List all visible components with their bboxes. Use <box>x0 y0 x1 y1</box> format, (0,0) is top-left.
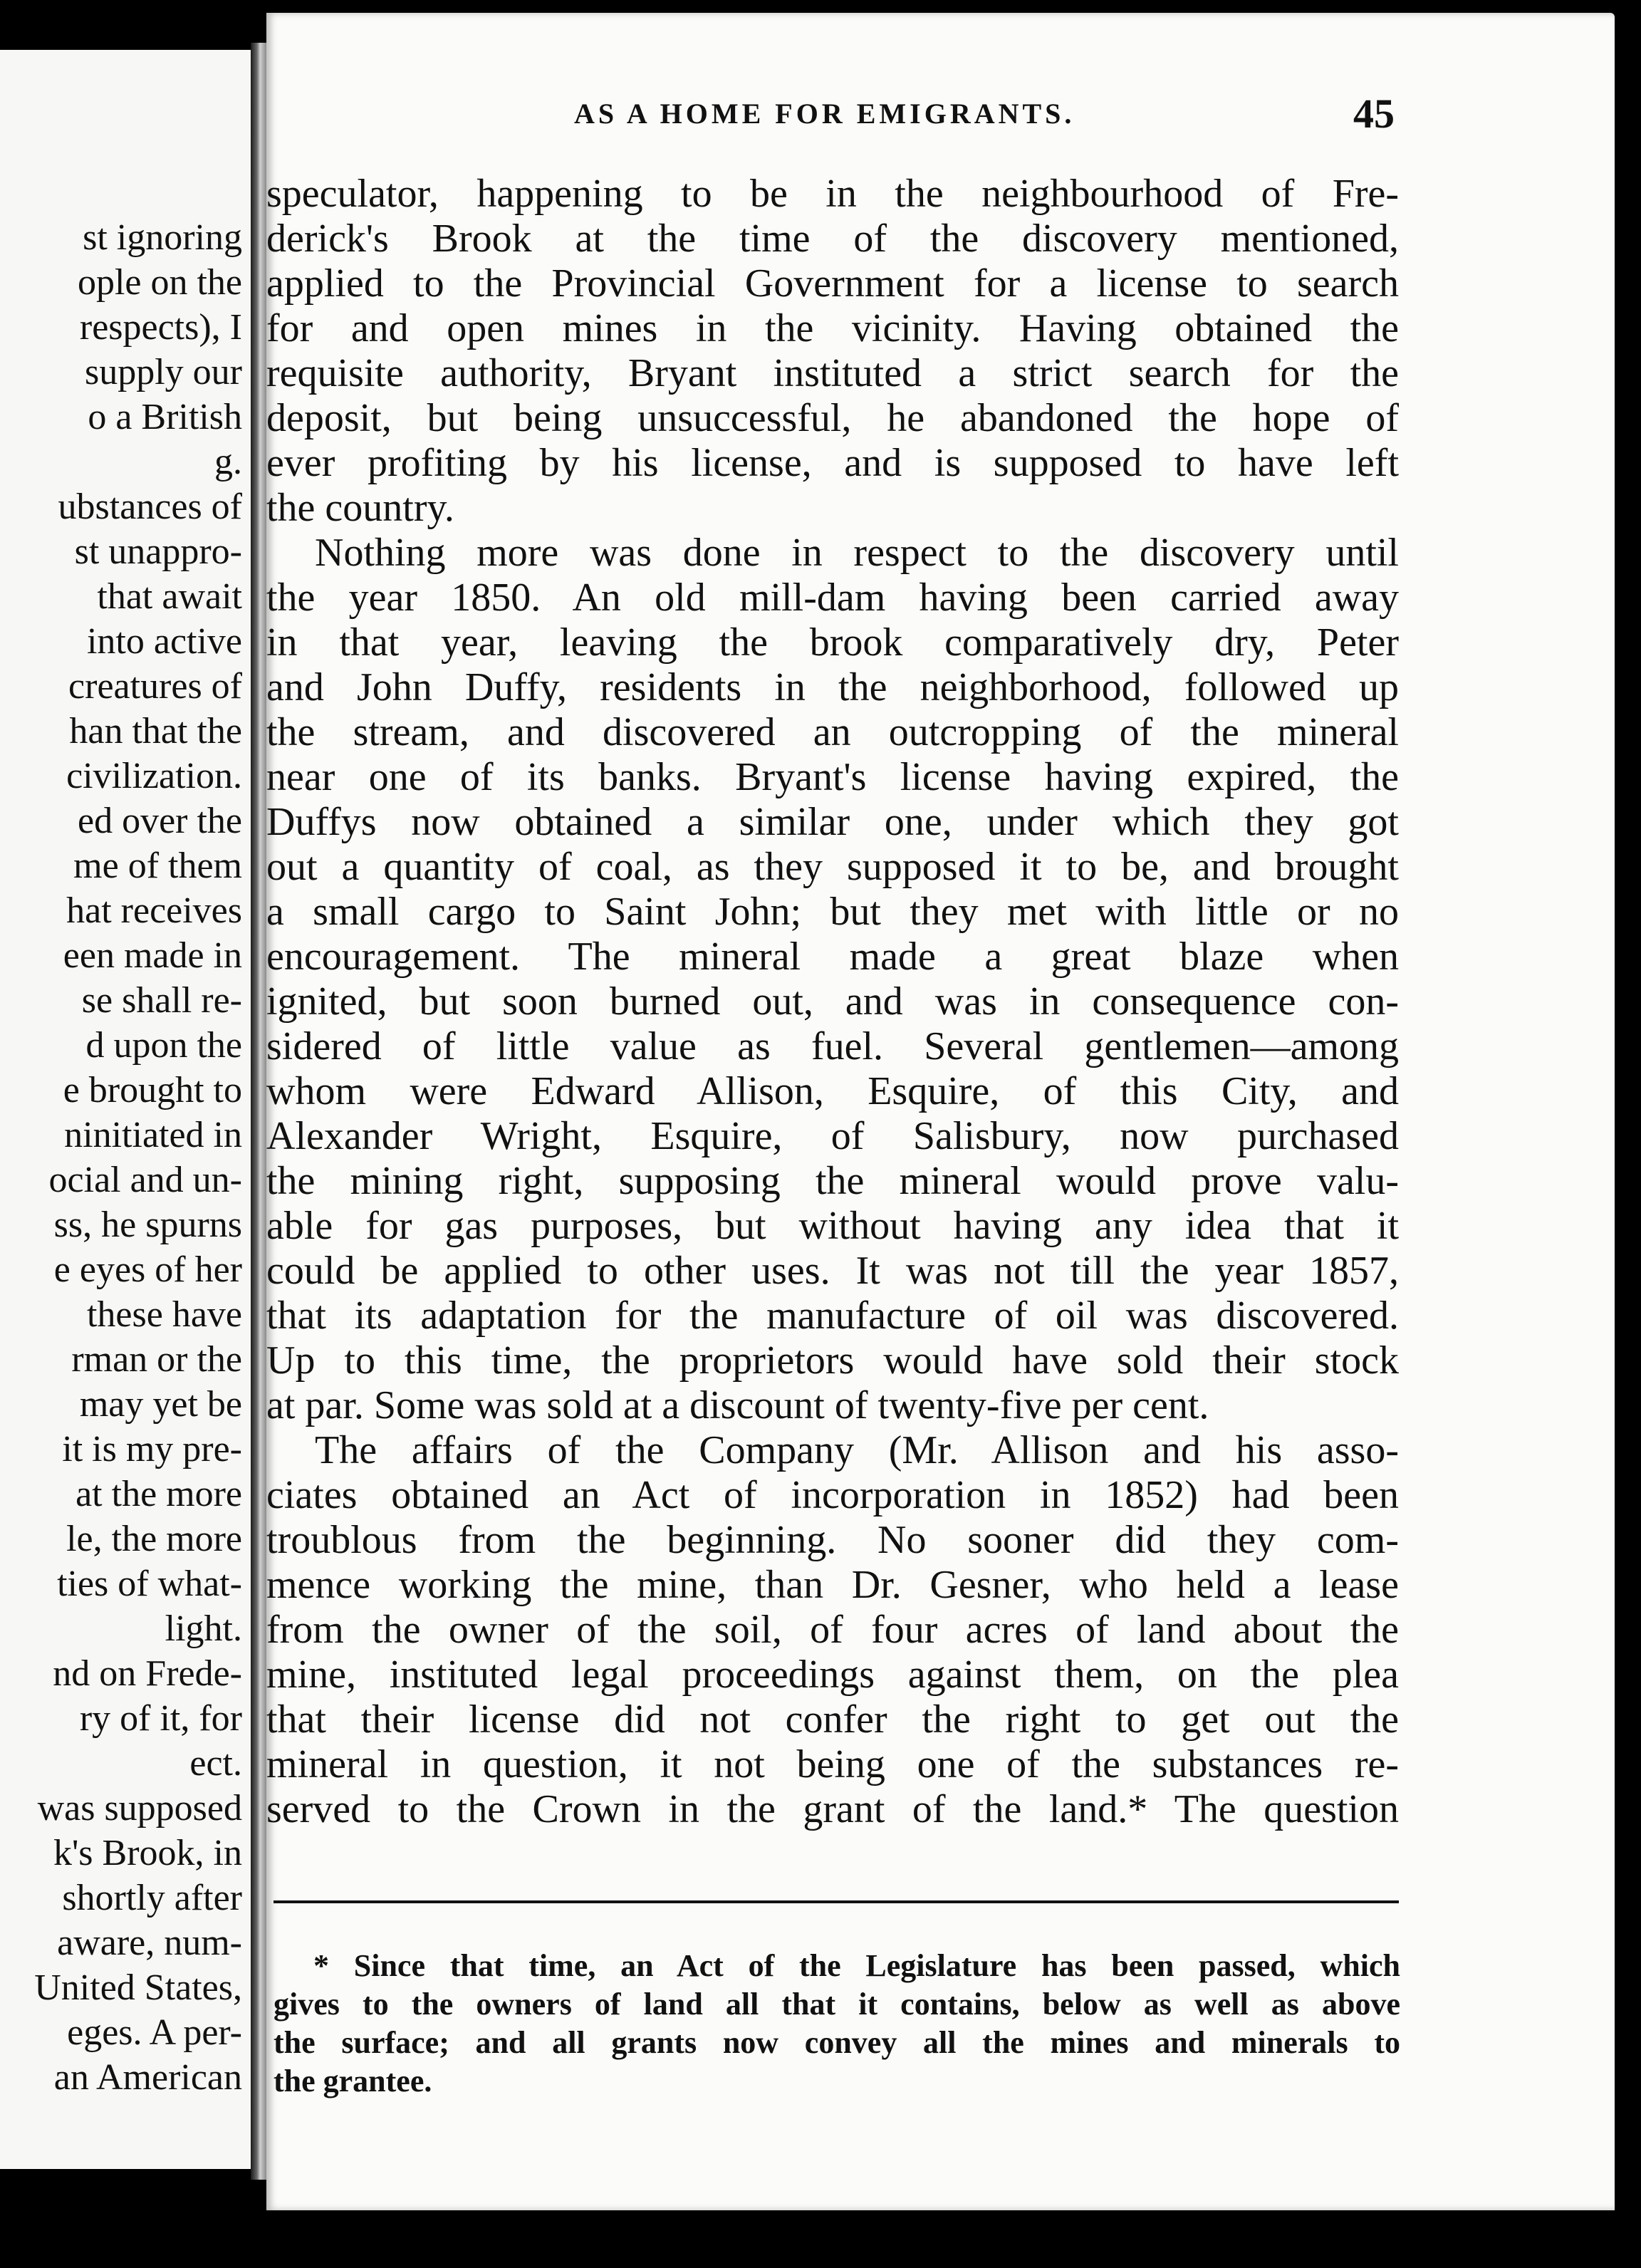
text-line: the country. <box>266 486 454 530</box>
text-line: requisite authority, Bryant instituted a strict search for the <box>266 351 1399 395</box>
text-line: Alexander Wright, Esquire, of Salisbury, now purchased <box>266 1114 1399 1158</box>
left-line: se shall re- <box>81 980 242 1021</box>
left-line: rman or the <box>71 1339 242 1380</box>
text-line: from the owner of the soil, of four acres of land about the <box>266 1608 1399 1652</box>
text-line: whom were Edward Allison, Esquire, of this City, and <box>266 1069 1399 1113</box>
text-line: encouragement. The mineral made a great blaze when <box>266 935 1399 979</box>
left-line: ry of it, for <box>79 1698 242 1739</box>
text-line: the year 1850. An old mill-dam having been carried away <box>266 576 1399 620</box>
left-line: k's Brook, in <box>53 1833 242 1873</box>
text-line: that their license did not confer the right to get out the <box>266 1697 1399 1742</box>
left-line: d upon the <box>85 1025 242 1066</box>
running-head: AS A HOME FOR EMIGRANTS. <box>574 98 1075 130</box>
left-line: creatures of <box>68 666 242 707</box>
text-line: and John Duffy, residents in the neighborhood, followed up <box>266 665 1399 709</box>
left-line: it is my pre- <box>62 1429 242 1469</box>
left-line: that await <box>97 576 242 617</box>
text-line: The affairs of the Company (Mr. Allison and his asso- <box>315 1428 1399 1472</box>
left-line: eges. A per- <box>67 2012 242 2053</box>
footnote-line: the surface; and all grants now convey all the mines and minerals to <box>274 2025 1400 2060</box>
text-line: able for gas purposes, but without having any idea that it <box>266 1204 1399 1248</box>
text-line: that its adaptation for the manufacture of oil was discovered. <box>266 1294 1399 1338</box>
left-line: st unappro- <box>74 531 242 572</box>
text-line: a small cargo to Saint John; but they met with little or no <box>266 890 1399 934</box>
footnote-line: the grantee. <box>274 2064 432 2098</box>
left-line: aware, num- <box>57 1923 242 1963</box>
left-line: was supposed <box>37 1788 242 1829</box>
left-line: e eyes of her <box>53 1249 242 1290</box>
left-line: ople on the <box>77 262 242 303</box>
text-line: derick's Brook at the time of the discovery mentioned, <box>266 217 1399 261</box>
text-line: at par. Some was sold at a discount of twenty-five per cent. <box>266 1383 1209 1427</box>
left-line: civilization. <box>66 756 242 796</box>
text-line: Nothing more was done in respect to the discovery until <box>315 531 1399 575</box>
left-line: may yet be <box>79 1384 242 1425</box>
text-line: applied to the Provincial Government for a license to search <box>266 261 1399 306</box>
left-line: these have <box>86 1294 242 1335</box>
text-line: in that year, leaving the brook comparatively dry, Peter <box>266 620 1399 665</box>
footnote-divider <box>274 1900 1399 1903</box>
text-line: out a quantity of coal, as they supposed it to be, and brought <box>266 845 1399 889</box>
text-line: the mining right, supposing the mineral would prove valu- <box>266 1159 1399 1203</box>
text-line: the stream, and discovered an outcropping of the mineral <box>266 710 1399 754</box>
left-line: United States, <box>34 1967 242 2008</box>
left-line: shortly after <box>62 1878 242 1918</box>
left-line: into active <box>86 621 242 662</box>
left-line: st ignoring <box>83 217 242 258</box>
left-line: hat receives <box>66 890 242 931</box>
left-line: een made in <box>63 935 242 976</box>
left-line: at the more <box>75 1474 242 1514</box>
left-line: supply our <box>85 352 242 392</box>
text-line: mineral in question, it not being one of the substances re- <box>266 1742 1399 1786</box>
left-facing-page <box>0 50 252 2169</box>
text-line: near one of its banks. Bryant's license having expired, the <box>266 755 1399 799</box>
left-line: o a British <box>88 397 242 437</box>
text-line: deposit, but being unsuccessful, he abandoned the hope of <box>266 396 1399 440</box>
left-line: ties of what- <box>57 1564 242 1604</box>
left-line: nd on Frede- <box>53 1653 242 1694</box>
text-line: served to the Crown in the grant of the land.* The question <box>266 1787 1399 1831</box>
text-line: sidered of little value as fuel. Several gentlemen—among <box>266 1024 1399 1068</box>
text-line: Up to this time, the proprietors would have sold their stock <box>266 1338 1399 1383</box>
left-line: ocial and un- <box>48 1160 242 1200</box>
text-line: ignited, but soon burned out, and was in consequence con- <box>266 979 1399 1024</box>
left-line: han that the <box>69 711 242 751</box>
text-line: ever profiting by his license, and is supposed to have left <box>266 441 1399 485</box>
text-line: ciates obtained an Act of incorporation in 1852) had been <box>266 1473 1399 1517</box>
text-line: mine, instituted legal proceedings against them, on the plea <box>266 1653 1399 1697</box>
left-line: g. <box>214 442 242 482</box>
left-line: le, the more <box>66 1519 242 1559</box>
text-line: troublous from the beginning. No sooner did they com- <box>266 1518 1399 1562</box>
left-line: ed over the <box>77 801 242 841</box>
footnote-line: gives to the owners of land all that it contains, below as well as above <box>274 1987 1400 2022</box>
footnote-line: * Since that time, an Act of the Legislature has been passed, which <box>313 1948 1400 1983</box>
left-line: me of them <box>73 846 242 886</box>
page-number: 45 <box>1353 90 1395 137</box>
left-line: ect. <box>189 1743 242 1784</box>
main-page <box>266 13 1615 2210</box>
text-line: could be applied to other uses. It was not till the year 1857, <box>266 1249 1399 1293</box>
left-line: ss, he spurns <box>53 1205 242 1245</box>
text-line: speculator, happening to be in the neighbourhood of Fre- <box>266 172 1399 216</box>
left-line: ubstances of <box>58 487 242 527</box>
text-line: Duffys now obtained a similar one, under which they got <box>266 800 1399 844</box>
left-line: light. <box>165 1608 242 1649</box>
left-line: respects), I <box>79 307 242 348</box>
left-line: e brought to <box>63 1070 242 1110</box>
text-line: mence working the mine, than Dr. Gesner, who held a lease <box>266 1563 1399 1607</box>
left-line: ninitiated in <box>64 1115 242 1155</box>
left-line: an American <box>53 2057 242 2098</box>
book-gutter <box>251 43 266 2180</box>
text-line: for and open mines in the vicinity. Having obtained the <box>266 306 1399 350</box>
